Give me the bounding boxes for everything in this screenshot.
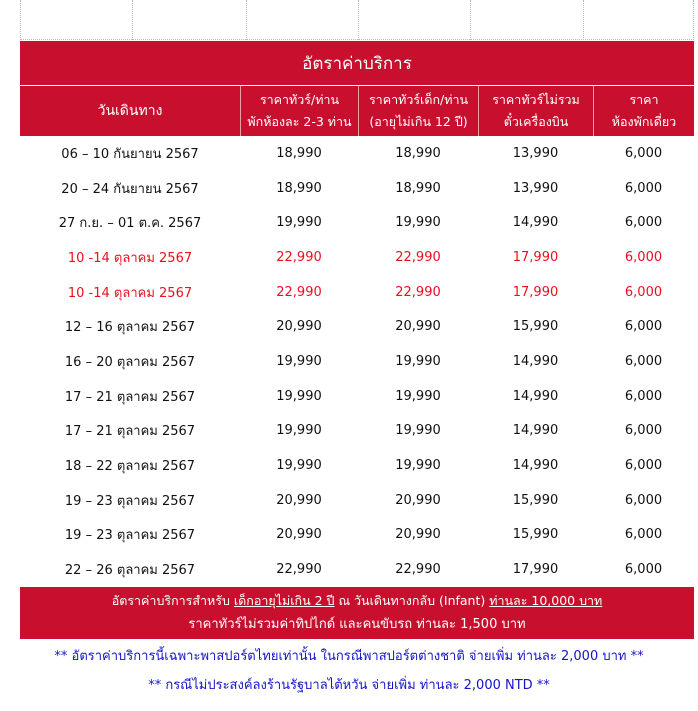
row-single-room-price: 6,000 [624, 353, 663, 369]
row-child-price: 19,990 [395, 423, 441, 439]
row-adult-price: 22,990 [276, 284, 322, 300]
row-child-price: 22,990 [395, 284, 441, 300]
row-date: 18 – 22 ตุลาคม 2567 [64, 459, 196, 475]
row-single-room-price: 6,000 [624, 527, 663, 543]
row-adult-price: 20,990 [276, 319, 322, 335]
row-no-ticket-price: 15,990 [512, 319, 559, 335]
row-no-ticket-price: 17,990 [512, 562, 559, 578]
row-no-ticket-price: 14,990 [512, 215, 559, 231]
header-single-room: ราคา ห้องพักเดี่ยว [593, 86, 694, 136]
row-no-ticket-price: 17,990 [512, 249, 559, 265]
row-date: 10 -14 ตุลาคม 2567 [67, 250, 193, 266]
row-date: 10 -14 ตุลาคม 2567 [67, 285, 193, 301]
header-no-ticket-price: ราคาทัวร์ไม่รวม ตั๋วเครื่องบิน [478, 86, 593, 136]
row-adult-price: 20,990 [276, 527, 322, 543]
row-child-price: 18,990 [395, 180, 441, 196]
row-no-ticket-price: 14,990 [512, 353, 559, 369]
row-adult-price: 18,990 [276, 180, 322, 196]
row-child-price: 22,990 [395, 562, 441, 578]
table-row [20, 448, 694, 483]
row-date: 27 ก.ย. – 01 ต.ค. 2567 [58, 216, 202, 232]
row-adult-price: 19,990 [276, 215, 322, 231]
header-travel-date: วันเดินทาง [97, 103, 163, 119]
row-no-ticket-price: 13,990 [512, 145, 559, 161]
row-child-price: 20,990 [395, 527, 441, 543]
row-child-price: 19,990 [395, 388, 441, 404]
row-adult-price: 20,990 [276, 492, 322, 508]
passport-note: ** อัตราค่าบริการนี้เฉพาะพาสปอร์ตไทยเท่านั้น ในกรณีพาสปอร์ตต่างชาติ จ่ายเพิ่ม ท่านละ 2,000 บาท ** [54, 649, 644, 664]
row-date: 16 – 20 ตุลาคม 2567 [64, 354, 196, 370]
row-date: 22 – 26 ตุลาคม 2567 [64, 563, 196, 579]
row-no-ticket-price: 14,990 [512, 458, 559, 474]
row-single-room-price: 6,000 [624, 458, 663, 474]
row-child-price: 18,990 [395, 145, 441, 161]
row-single-room-price: 6,000 [624, 249, 663, 265]
row-single-room-price: 6,000 [624, 145, 663, 161]
row-adult-price: 19,990 [276, 423, 322, 439]
infant-note: อัตราค่าบริการสำหรับ เด็กอายุไม่เกิน 2 ปี ณ วันเดินทางกลับ (Infant) ท่านละ 10,000 บาท [111, 593, 603, 608]
row-no-ticket-price: 14,990 [512, 388, 559, 404]
row-adult-price: 18,990 [276, 145, 322, 161]
row-single-room-price: 6,000 [624, 562, 663, 578]
row-adult-price: 19,990 [276, 458, 322, 474]
row-adult-price: 22,990 [276, 249, 322, 265]
table-row [20, 205, 694, 240]
row-date: 06 – 10 กันยายน 2567 [61, 146, 199, 162]
infant-tip-note [20, 587, 694, 639]
row-no-ticket-price: 13,990 [512, 180, 559, 196]
row-date: 17 – 21 ตุลาคม 2567 [64, 424, 196, 440]
row-single-room-price: 6,000 [624, 388, 663, 404]
row-single-room-price: 6,000 [624, 492, 663, 508]
row-date: 19 – 23 ตุลาคม 2567 [64, 528, 196, 544]
row-date: 20 – 24 กันยายน 2567 [61, 181, 199, 197]
tip-note: ราคาทัวร์ไม่รวมค่าทิปไกด์ และคนขับรถ ท่านละ 1,500 บาท [188, 617, 526, 632]
row-adult-price: 22,990 [276, 562, 322, 578]
previous-table-remnant [20, 0, 694, 40]
table-row [20, 171, 694, 206]
row-no-ticket-price: 15,990 [512, 492, 559, 508]
row-no-ticket-price: 15,990 [512, 527, 559, 543]
table-header [20, 86, 694, 136]
price-table-body [20, 136, 694, 587]
table-row [20, 379, 694, 414]
row-child-price: 20,990 [395, 492, 441, 508]
row-date: 19 – 23 ตุลาคม 2567 [64, 493, 196, 509]
row-child-price: 19,990 [395, 458, 441, 474]
table-row [20, 483, 694, 518]
row-child-price: 20,990 [395, 319, 441, 335]
row-date: 12 – 16 ตุลาคม 2567 [64, 320, 196, 336]
shop-note: ** กรณีไม่ประสงค์ลงร้านรัฐบาลไต้หวัน จ่ายเพิ่ม ท่านละ 2,000 NTD ** [148, 678, 550, 693]
row-single-room-price: 6,000 [624, 284, 663, 300]
row-single-room-price: 6,000 [624, 319, 663, 335]
row-child-price: 22,990 [395, 249, 441, 265]
header-child-price: ราคาทัวร์เด็ก/ท่าน (อายุไม่เกิน 12 ปี) [358, 86, 478, 136]
table-title: อัตราค่าบริการ [20, 41, 694, 85]
table-row [20, 518, 694, 553]
row-adult-price: 19,990 [276, 353, 322, 369]
row-adult-price: 19,990 [276, 388, 322, 404]
row-date: 17 – 21 ตุลาคม 2567 [64, 389, 196, 405]
table-row [20, 552, 694, 587]
table-row [20, 344, 694, 379]
header-adult-price: ราคาทัวร์/ท่าน พักห้องละ 2-3 ท่าน [240, 86, 358, 136]
row-no-ticket-price: 17,990 [512, 284, 559, 300]
table-row [20, 240, 694, 275]
row-single-room-price: 6,000 [624, 180, 663, 196]
row-single-room-price: 6,000 [624, 215, 663, 231]
table-row [20, 414, 694, 449]
row-child-price: 19,990 [395, 215, 441, 231]
row-child-price: 19,990 [395, 353, 441, 369]
table-row [20, 309, 694, 344]
table-row [20, 136, 694, 171]
table-row [20, 275, 694, 310]
row-no-ticket-price: 14,990 [512, 423, 559, 439]
row-single-room-price: 6,000 [624, 423, 663, 439]
